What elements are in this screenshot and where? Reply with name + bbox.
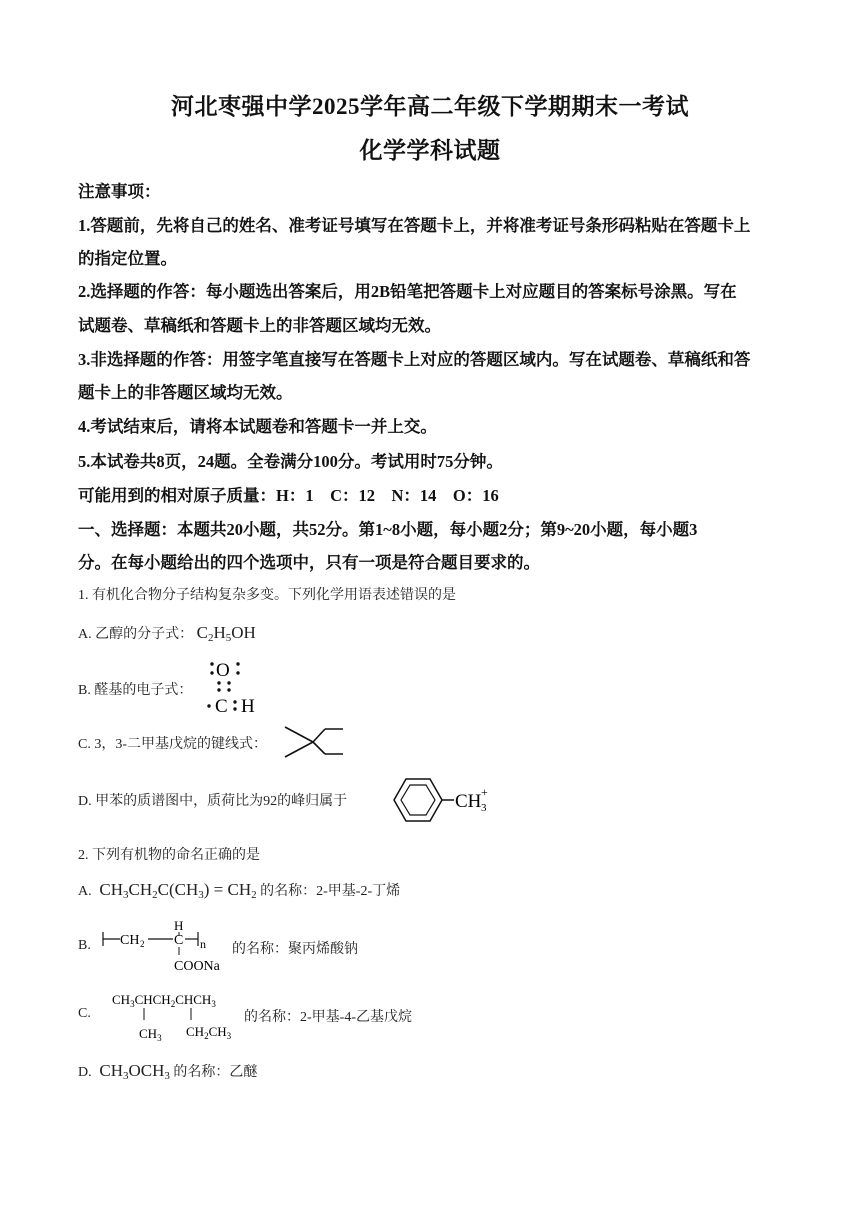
aldehyde-electron-formula — [202, 656, 272, 718]
q1-option-d-text: D. 甲苯的质谱图中，质荷比为92的峰归属于 — [78, 794, 348, 809]
q2-option-b-name: 的名称：聚丙烯酸钠 — [232, 942, 358, 957]
q1-option-c-text: C. 3，3-二甲基戊烷的键线式： — [78, 737, 267, 752]
atomic-masses: 可能用到的相对原子质量：H：1 C：12 N：14 O：16 — [78, 486, 499, 505]
q2-option-d-label: D. — [78, 1065, 92, 1080]
q2-option-a-name: 的名称：2-甲基-2-丁烯 — [260, 884, 401, 899]
section-1-intro-line-2: 分。在每小题给出的四个选项中，只有一项是符合题目要求的。 — [78, 553, 540, 572]
q1-stem: 1. 有机化合物分子结构复杂多变。下列化学用语表述错误的是 — [78, 588, 456, 603]
notice-heading: 注意事项： — [78, 182, 161, 201]
poly-coona-label: COONa — [174, 959, 220, 974]
q2-option-c-label: C. — [78, 1006, 91, 1021]
q1-option-b-text: B. 醛基的电子式： — [78, 683, 193, 698]
poly-c-label: C — [174, 933, 184, 948]
electron-o-label: O — [216, 660, 230, 681]
q2-option-b-label: B. — [78, 938, 91, 953]
notice-item-1-line-2: 的指定位置。 — [78, 249, 177, 268]
electron-c-label: C — [215, 696, 228, 717]
ion-charge: + — [481, 785, 488, 799]
alkane-main-chain: $CH_3CHCH_2CHCH_3$ — [112, 992, 216, 1009]
notice-item-5: 5.本试卷共8页，24题。全卷满分100分。考试用时75分钟。 — [78, 452, 503, 471]
q2-option-a — [78, 880, 400, 901]
svg-text:2: 2 — [140, 939, 145, 949]
toluene-ion-structure — [380, 774, 495, 828]
q2-option-a-label: A. — [78, 884, 92, 899]
exam-title: 河北枣强中学2025学年高二年级下学期期末一考试 — [171, 94, 689, 119]
notice-item-4: 4.考试结束后，请将本试题卷和答题卡一并上交。 — [78, 417, 437, 436]
section-1-intro-line-1: 一、选择题：本题共20小题，共52分。第1~8小题，每小题2分；第9~20小题，每小题3 — [78, 520, 698, 539]
notice-item-3-line-1: 3.非选择题的作答：用签字笔直接写在答题卡上对应的答题区域内。写在试题卷、草稿纸和答 — [78, 350, 751, 369]
notice-item-3-line-2: 题卡上的非答题区域均无效。 — [78, 383, 293, 402]
poly-h-label: H — [174, 918, 184, 933]
exam-subtitle: 化学学科试题 — [359, 138, 501, 163]
ethanol-formula: $C_2H_5OH$ — [196, 623, 256, 644]
polyacrylate-structure — [100, 916, 230, 974]
poly-n-label: n — [200, 937, 206, 951]
q1-option-a-text: A. 乙醇的分子式： — [78, 627, 194, 642]
electron-h-label: H — [241, 696, 255, 717]
methyl-branch: $CH_3$ — [139, 1026, 162, 1043]
q2-stem: 2. 下列有机物的命名正确的是 — [78, 848, 260, 863]
dimethyl-ether-formula: $CH_3OCH_3$ — [95, 1061, 170, 1082]
q1-option-a — [78, 623, 256, 644]
q2-option-d — [78, 1061, 257, 1082]
methylbutene-formula: $CH_3CH_2C(CH_3) = CH_2$ — [95, 880, 257, 901]
poly-ch-label: CH — [120, 933, 140, 948]
branched-alkane-structure — [110, 988, 242, 1044]
ion-subscript: 3 — [481, 802, 487, 814]
dimethylpentane-skeletal-formula — [282, 724, 346, 760]
ethyl-branch: $CH_2CH_3$ — [186, 1024, 232, 1041]
ion-ch-label: CH — [455, 791, 482, 812]
q2-option-c-name: 的名称：2-甲基-4-乙基戊烷 — [244, 1010, 412, 1025]
notice-item-2-line-2: 试题卷、草稿纸和答题卡上的非答题区域均无效。 — [78, 316, 441, 335]
q2-option-d-name: 的名称：乙醚 — [173, 1065, 258, 1080]
notice-item-1-line-1: 1.答题前，先将自己的姓名、准考证号填写在答题卡上，并将准考证号条形码粘贴在答题卡上 — [78, 216, 751, 235]
notice-item-2-line-1: 2.选择题的作答：每小题选出答案后，用2B铅笔把答题卡上对应题目的答案标号涂黑。写在 — [78, 282, 737, 301]
